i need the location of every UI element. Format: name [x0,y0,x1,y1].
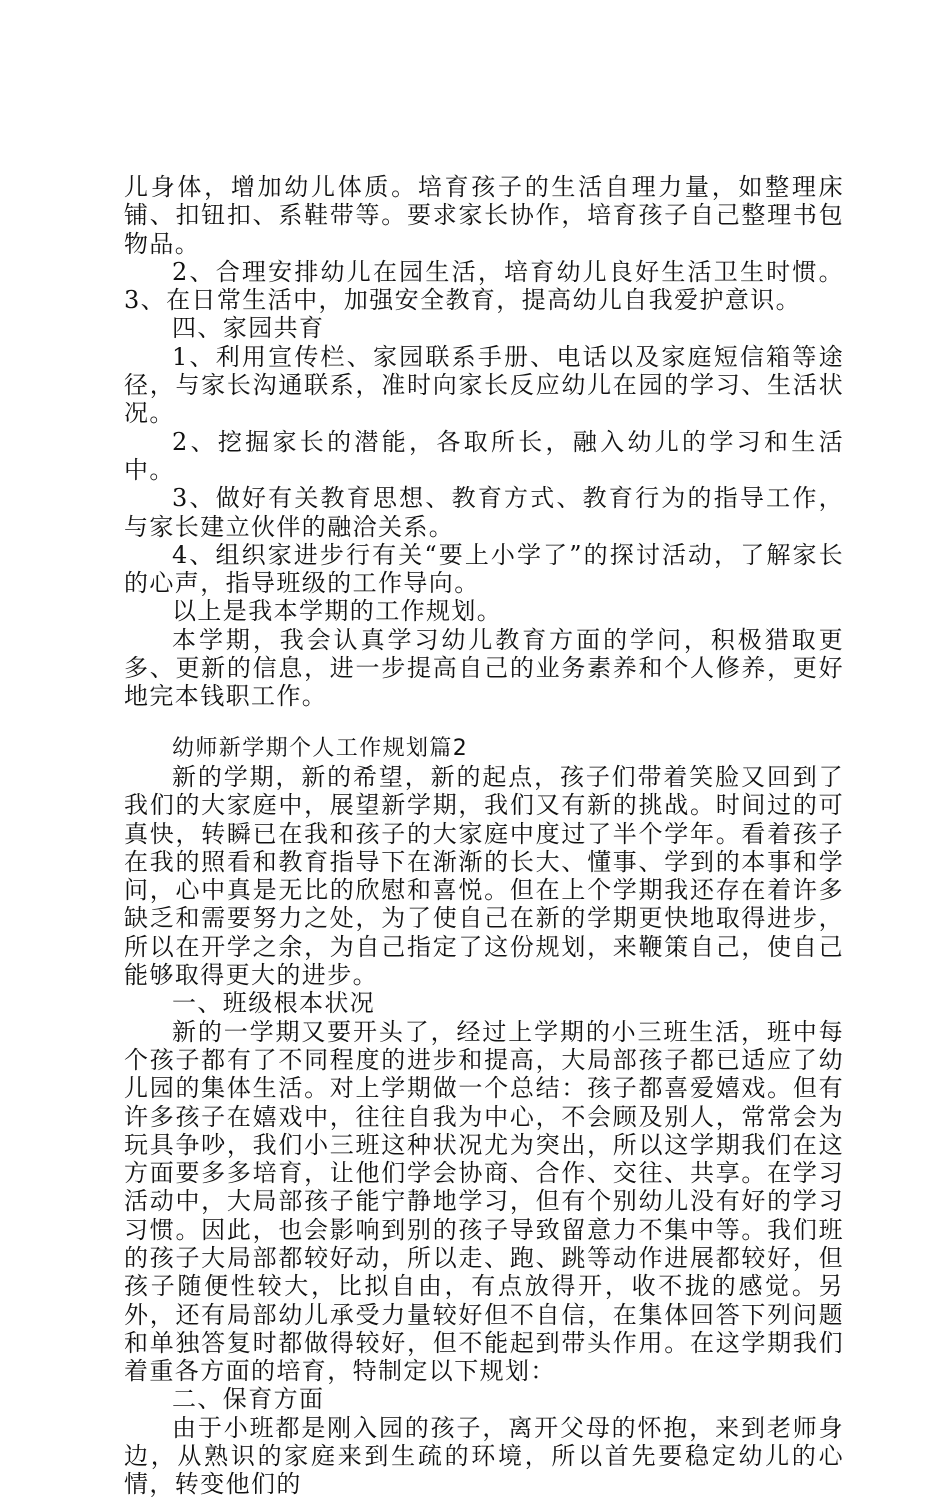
paragraph-conclusion: 本学期，我会认真学习幼儿教育方面的学问，积极猎取更多、更新的信息，进一步提高自己的业务素养和个人修养，更好地完本钱职工作。 [124,625,844,711]
paragraph-item-4: 4、组织家进步行有关“要上小学了”的探讨活动，了解家长的心声，指导班级的工作导向。 [124,540,844,598]
paragraph-continuation: 儿身体，增加幼儿体质。培育孩子的生活自理力量，如整理床铺、扣钮扣、系鞋带等。要求家长协作，培育孩子自己整理书包物品。 [124,173,844,258]
article-title-2: 幼师新学期个人工作规划篇2 [172,735,469,761]
paragraph-item-3: 3、做好有关教育思想、教育方式、教育行为的指导工作，与家长建立伙伴的融洽关系。 [124,484,844,541]
paragraph-summary: 以上是我本学期的工作规划。 [172,597,503,626]
paragraph-item-1: 1、利用宣传栏、家园联系手册、电话以及家庭短信箱等途径，与家长沟通联系，准时向家长反应幼儿在园的学习、生活状况。 [124,342,844,428]
paragraph-class-status: 新的一学期又要开头了，经过上学期的小三班生活，班中每个孩子都有了不同程度的进步和提高，大局部孩子都已适应了幼儿园的集体生活。对上学期做一个总结：孩子都喜爱嬉戏。但有许多孩子在嬉戏中，往往自我为中心，不会顾及别人，常常会为玩具争吵，我们小三班这种状况尤为突出，所以这学期我们在这方面要多多培育，让他们学会协商、合作、交往、共享。在学习活动中，大局部孩子能宁静地学习，但有个别幼儿没有好的学习习惯。因此，也会影响到别的孩子导致留意力不集中等。我们班的孩子大局部都较好动，所以走、跑、跳等动作进展都较好，但孩子随便性较大，比拟自由，有点放得开，收不拢的感觉。另外，还有局部幼儿承受力量较好但不自信，在集体回答下列问题和单独答复时都做得较好，但不能起到带头作用。在这学期我们着重各方面的培育，特制定以下规划： [124,1017,844,1386]
section-heading-care: 二、保育方面 [172,1385,325,1414]
document-body [124,173,844,1499]
paragraph-intro: 新的学期，新的希望，新的起点，孩子们带着笑脸又回到了我们的大家庭中，展望新学期，我们又有新的挑战。时间过的可真快，转瞬已在我和孩子的大家庭中度过了半个学年。看着孩子在我的照看和教育指导下在渐渐的长大、懂事、学到的本事和学问，心中真是无比的欣慰和喜悦。但在上个学期我还存在着许多缺乏和需要努力之处，为了使自己在新的学期更快地取得进步，所以在开学之余，为自己指定了这份规划，来鞭策自己，使自己能够取得更大的进步。 [124,762,844,990]
section-heading-class-status: 一、班级根本状况 [172,989,376,1018]
section-heading-home-school: 四、家园共育 [172,314,325,343]
paragraph-item-2b: 2、挖掘家长的潜能，各取所长，融入幼儿的学习和生活中。 [124,427,844,484]
paragraph-care: 由于小班都是刚入园的孩子，离开父母的怀抱，来到老师身边，从熟识的家庭来到生疏的环境，所以首先要稳定幼儿的心情，转变他们的 [124,1413,844,1499]
paragraph-item-2: 2、合理安排幼儿在园生活，培育幼儿良好生活卫生时惯。3、在日常生活中，加强安全教育，提高幼儿自我爱护意识。 [124,257,844,315]
